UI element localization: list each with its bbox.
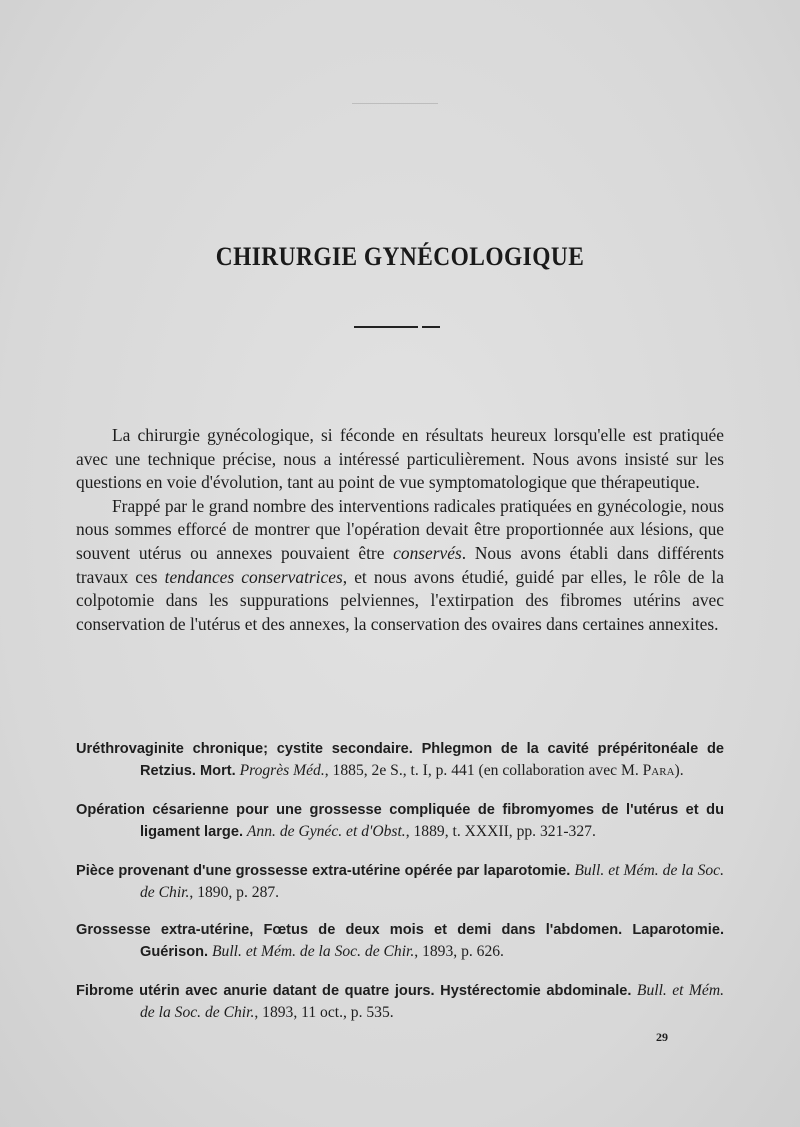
intro-paragraph-2 <box>76 495 724 637</box>
reference-title: Fibrome utérin avec anurie datant de quatre jours. Hystérectomie abdominale. <box>76 983 632 1000</box>
reference-title: Pièce provenant d'une grossesse extra-utérine opérée par laparotomie. <box>76 862 571 879</box>
title-divider <box>354 326 418 328</box>
intro-emphasis-tendances: tendances conservatrices <box>164 566 343 587</box>
reference-end: ). <box>674 762 684 779</box>
reference-item <box>76 738 724 782</box>
intro-text <box>76 424 724 636</box>
reference-title: Opération césarienne pour une grossesse compliquée de fibromyomes de l'utérus et du ligament large. <box>76 801 724 840</box>
reference-journal: Bull. et Mém. de la Soc. de Chir. <box>140 861 724 901</box>
reference-item <box>76 799 724 843</box>
reference-details: , 1889, t. XXXII, pp. 321-327. <box>405 822 596 840</box>
reference-journal: Progrès Méd. <box>239 762 325 779</box>
reference-details: , 1885, 2e S., t. I, p. 441 (en collaboration avec M. <box>324 762 643 779</box>
intro-emphasis-conserves: conservés <box>393 542 462 563</box>
reference-coauthor: Para <box>642 762 675 779</box>
reference-item <box>76 860 724 903</box>
title-divider-short <box>422 326 440 328</box>
intro-paragraph-2-part-b: . Nous avons établi dans différents travaux ces <box>76 542 724 587</box>
page-number: 29 <box>656 1030 668 1044</box>
reference-title: Grossesse extra-utérine, Fœtus de deux mois et demi dans l'abdomen. Laparotomie. Guérison. <box>76 922 724 961</box>
reference-journal: Bull. et Mém. de la Soc. de Chir. <box>212 943 415 961</box>
intro-paragraph-2-part-a: Frappé par le grand nombre des interventions radicales pratiquées en gynécologie, nous nous sommes efforcé de montrer que l'opération devait être proportionnée aux lésions, que souvent utérus ou annexes pouvaient être <box>76 495 724 563</box>
reference-journal: Bull. et Mém. de la Soc. de Chir. <box>140 982 724 1022</box>
reference-list <box>76 738 724 1040</box>
reference-item <box>76 919 724 963</box>
intro-paragraph-2-part-c: , et nous avons étudié, guidé par elles, le rôle de la colpotomie dans les suppurations pelviennes, l'extirpation des fibromes utérins avec conservation de l'utérus et des annexes, la conservation des ovaires dans certaines annexites. <box>76 566 724 634</box>
reference-details: , 1893, p. 626. <box>414 943 504 961</box>
decorative-rule-top <box>352 103 438 104</box>
reference-journal: Ann. de Gynéc. et d'Obst. <box>246 822 406 840</box>
intro-paragraph-1: La chirurgie gynécologique, si féconde en résultats heureux lorsqu'elle est pratiquée avec une technique précise, nous a intéressé particulièrement. Nous avons insisté sur les questions en voie d'évolution, tant au point de vue symptomatologique que thérapeutique. <box>76 425 724 493</box>
reference-item <box>76 980 724 1023</box>
page-title: CHIRURGIE GYNÉCOLOGIQUE <box>215 242 585 271</box>
reference-details: , 1893, 11 oct., p. 535. <box>254 1004 394 1022</box>
reference-details: , 1890, p. 287. <box>189 883 280 901</box>
reference-title: Uréthrovaginite chronique; cystite secondaire. Phlegmon de la cavité prépéritonéale de Retzius. Mort. <box>76 741 724 779</box>
